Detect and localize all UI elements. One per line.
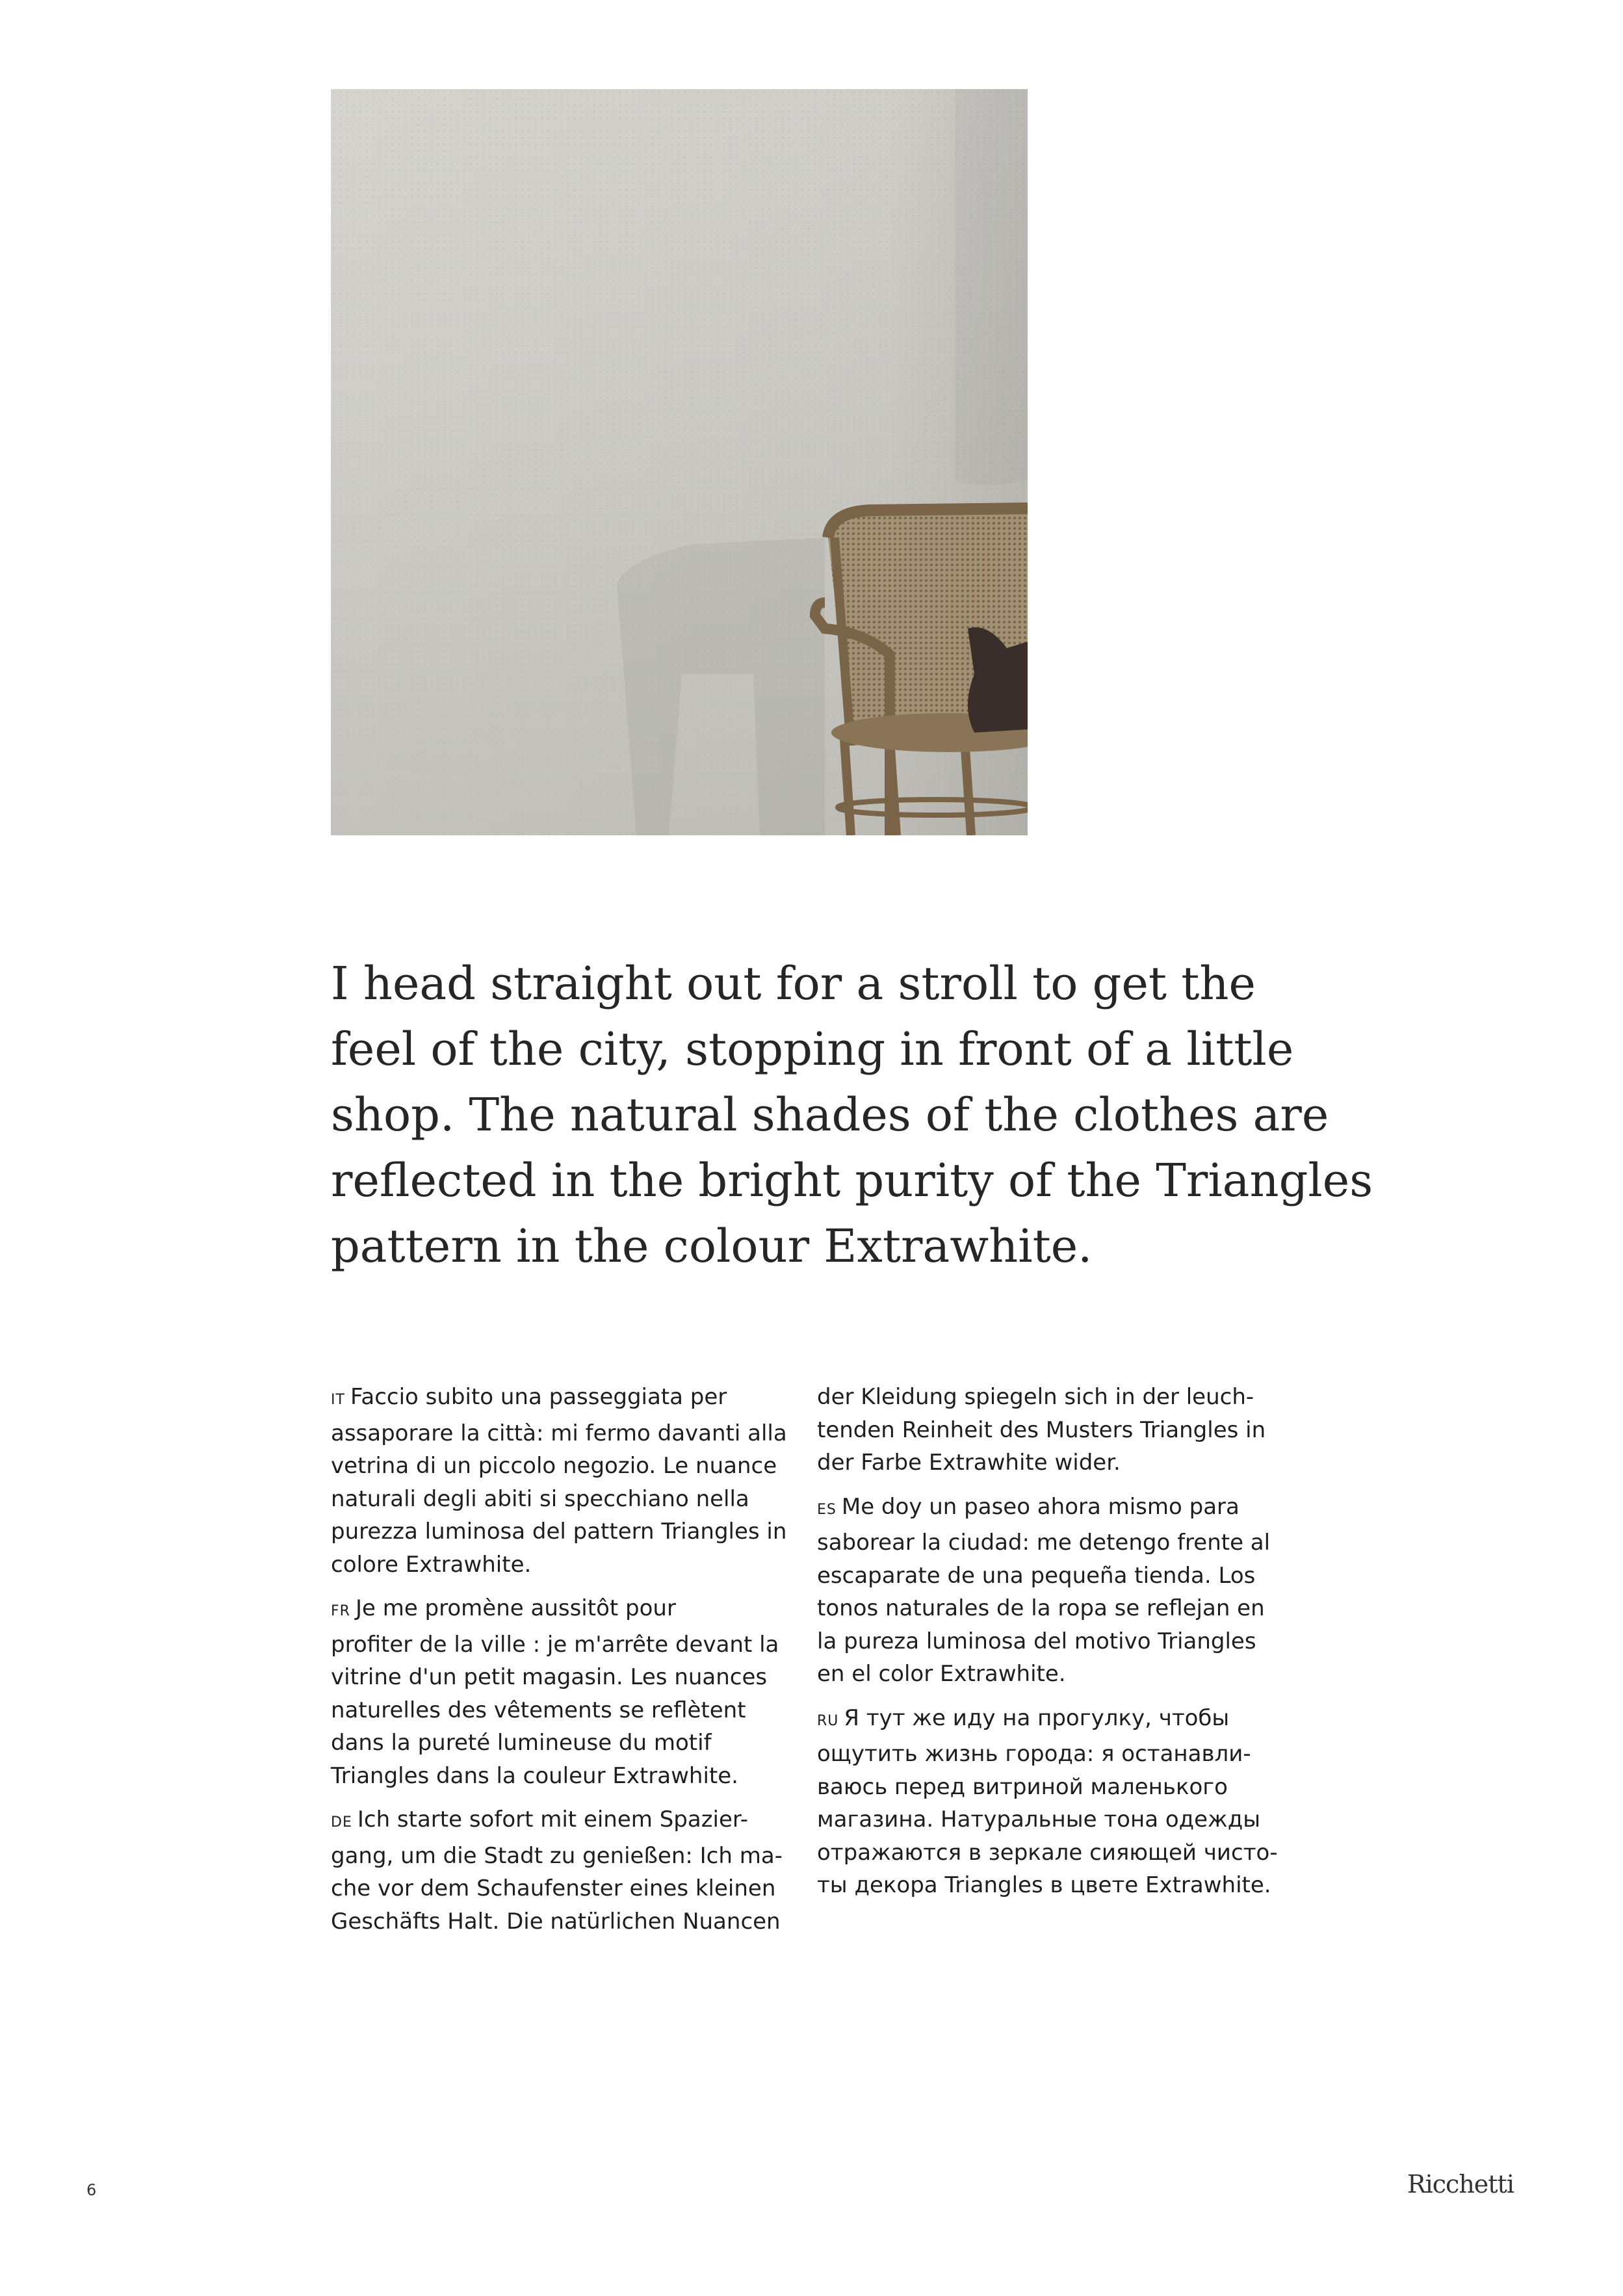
language-tag: ES — [817, 1501, 837, 1518]
translations-column-right — [817, 1381, 1285, 1913]
paragraph-ru: RU Я тут же иду на прогулку, чтобы ощутить жизнь города: я останавли- ваюсь перед витриной маленького магазина. Натуральные тона одежды отражаются в зеркале сияющей чисто- ты декора Triangles в цвете Extrawhite. — [817, 1704, 1278, 1898]
language-tag: RU — [817, 1712, 839, 1729]
paragraph-fr: FR Je me promène aussitôt pour profiter de la ville : je m'arrête devant la vitrine d'un petit magasin. Les nuances naturelles des vêtements se reflètent dans la pureté lumineuse du motif Triangles dans la couleur Extrawhite. — [331, 1595, 779, 1789]
headline-line: shop. The natural shades of the clothes are — [331, 1088, 1329, 1141]
hero-photo — [331, 89, 1028, 835]
page-number: 6 — [86, 2181, 97, 2199]
headline-line: reflected in the bright purity of the Triangles — [331, 1154, 1373, 1207]
paragraph-es: ES Me doy un paseo ahora mismo para saborear la ciudad: me detengo frente al escaparate de una pequeña tienda. Los tonos naturales de la ropa se reflejan en la pureza luminosa del motivo Triangles en el color Extrawhite. — [817, 1493, 1271, 1687]
language-tag: FR — [331, 1603, 350, 1619]
headline-line: feel of the city, stopping in front of a little — [331, 1023, 1294, 1076]
paragraph-it: IT Faccio subito una passeggiata per assaporare la città: mi fermo davanti alla vetrina di un piccolo negozio. Le nuance naturali degli abiti si specchiano nella purezza luminosa del pattern Triangles in colore Extrawhite. — [331, 1384, 787, 1578]
paragraph-de: DE Ich starte sofort mit einem Spazier- gang, um die Stadt zu genießen: Ich ma- che vor dem Schaufenster eines kleinen Geschäfts Halt. Die natürlichen Nuancen — [331, 1807, 783, 1935]
language-tag: IT — [331, 1392, 345, 1408]
translations — [331, 1381, 1280, 1940]
language-tag: DE — [331, 1814, 352, 1831]
brand-logo: Ricchetti — [1407, 2170, 1514, 2198]
wall-and-chair-illustration — [331, 89, 1028, 835]
headline-quote — [331, 951, 1373, 1279]
headline-line: I head straight out for a stroll to get the — [331, 957, 1256, 1010]
translations-column-left — [331, 1381, 799, 1949]
paragraph-de-continued: der Kleidung spiegeln sich in der leuch- tenden Reinheit des Musters Triangles in der Farbe Extrawhite wider. — [817, 1384, 1266, 1476]
headline-line: pattern in the colour Extrawhite. — [331, 1220, 1093, 1273]
